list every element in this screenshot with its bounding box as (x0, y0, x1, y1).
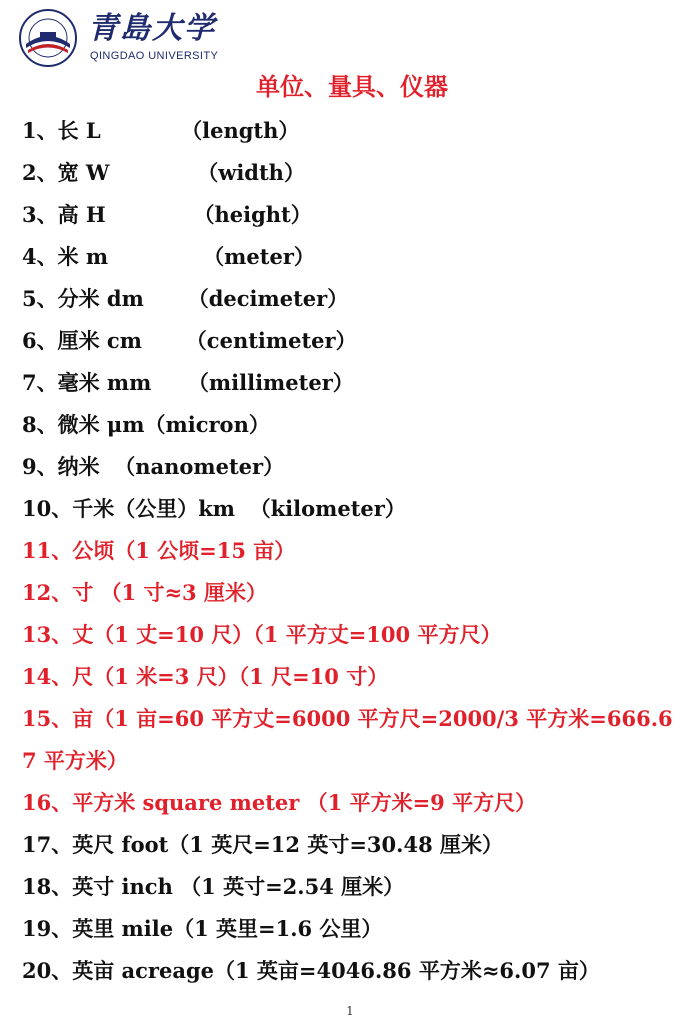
list-item: 20、英亩 acreage（1 英亩=4046.86 平方米≈6.07 亩） (22, 958, 600, 983)
list-item: 1、长 L （length） (22, 118, 300, 143)
list-item: 7、毫米 mm （millimeter） (22, 370, 354, 395)
page-title: 单位、量具、仪器 (256, 72, 448, 101)
list-item: 16、平方米 square meter （1 平方米=9 平方尺） (22, 790, 537, 815)
list-item: 18、英寸 inch （1 英寸=2.54 厘米） (22, 874, 405, 899)
university-logo (88, 12, 268, 66)
university-name-cn: 青島大学 (88, 11, 216, 46)
university-name-en: QINGDAO UNIVERSITY (90, 50, 219, 62)
list-item: 6、厘米 cm （centimeter） (22, 328, 357, 353)
list-item: 2、宽 W （width） (22, 160, 305, 185)
list-item: 12、寸 （1 寸≈3 厘米） (22, 580, 267, 605)
header (18, 6, 278, 68)
list-item: 11、公顷（1 公顷=15 亩） (22, 538, 296, 563)
list-item: 14、尺（1 米=3 尺）（1 尺=10 寸） (22, 664, 389, 689)
list-item: 4、米 m （meter） (22, 244, 315, 269)
list-item: 5、分米 dm （decimeter） (22, 286, 349, 311)
list-item: 3、高 H （height） (22, 202, 312, 227)
unit-list (22, 110, 686, 992)
list-item: 19、英里 mile（1 英里=1.6 公里） (22, 916, 383, 941)
page-number: 1 (346, 1004, 354, 1018)
list-item: 9、纳米 （nanometer） (22, 454, 285, 479)
list-item: 17、英尺 foot（1 英尺=12 英寸=30.48 厘米） (22, 832, 503, 857)
list-item: 8、微米 μm（micron） (22, 412, 270, 437)
list-item: 10、千米（公里）km （kilometer） (22, 496, 406, 521)
list-item: 13、丈（1 丈=10 尺）（1 平方丈=100 平方尺） (22, 622, 502, 647)
list-item: 15、亩（1 亩=60 平方丈=6000 平方尺=2000/3 平方米=666.67 平方米） (22, 706, 673, 773)
university-seal-icon (18, 8, 78, 68)
